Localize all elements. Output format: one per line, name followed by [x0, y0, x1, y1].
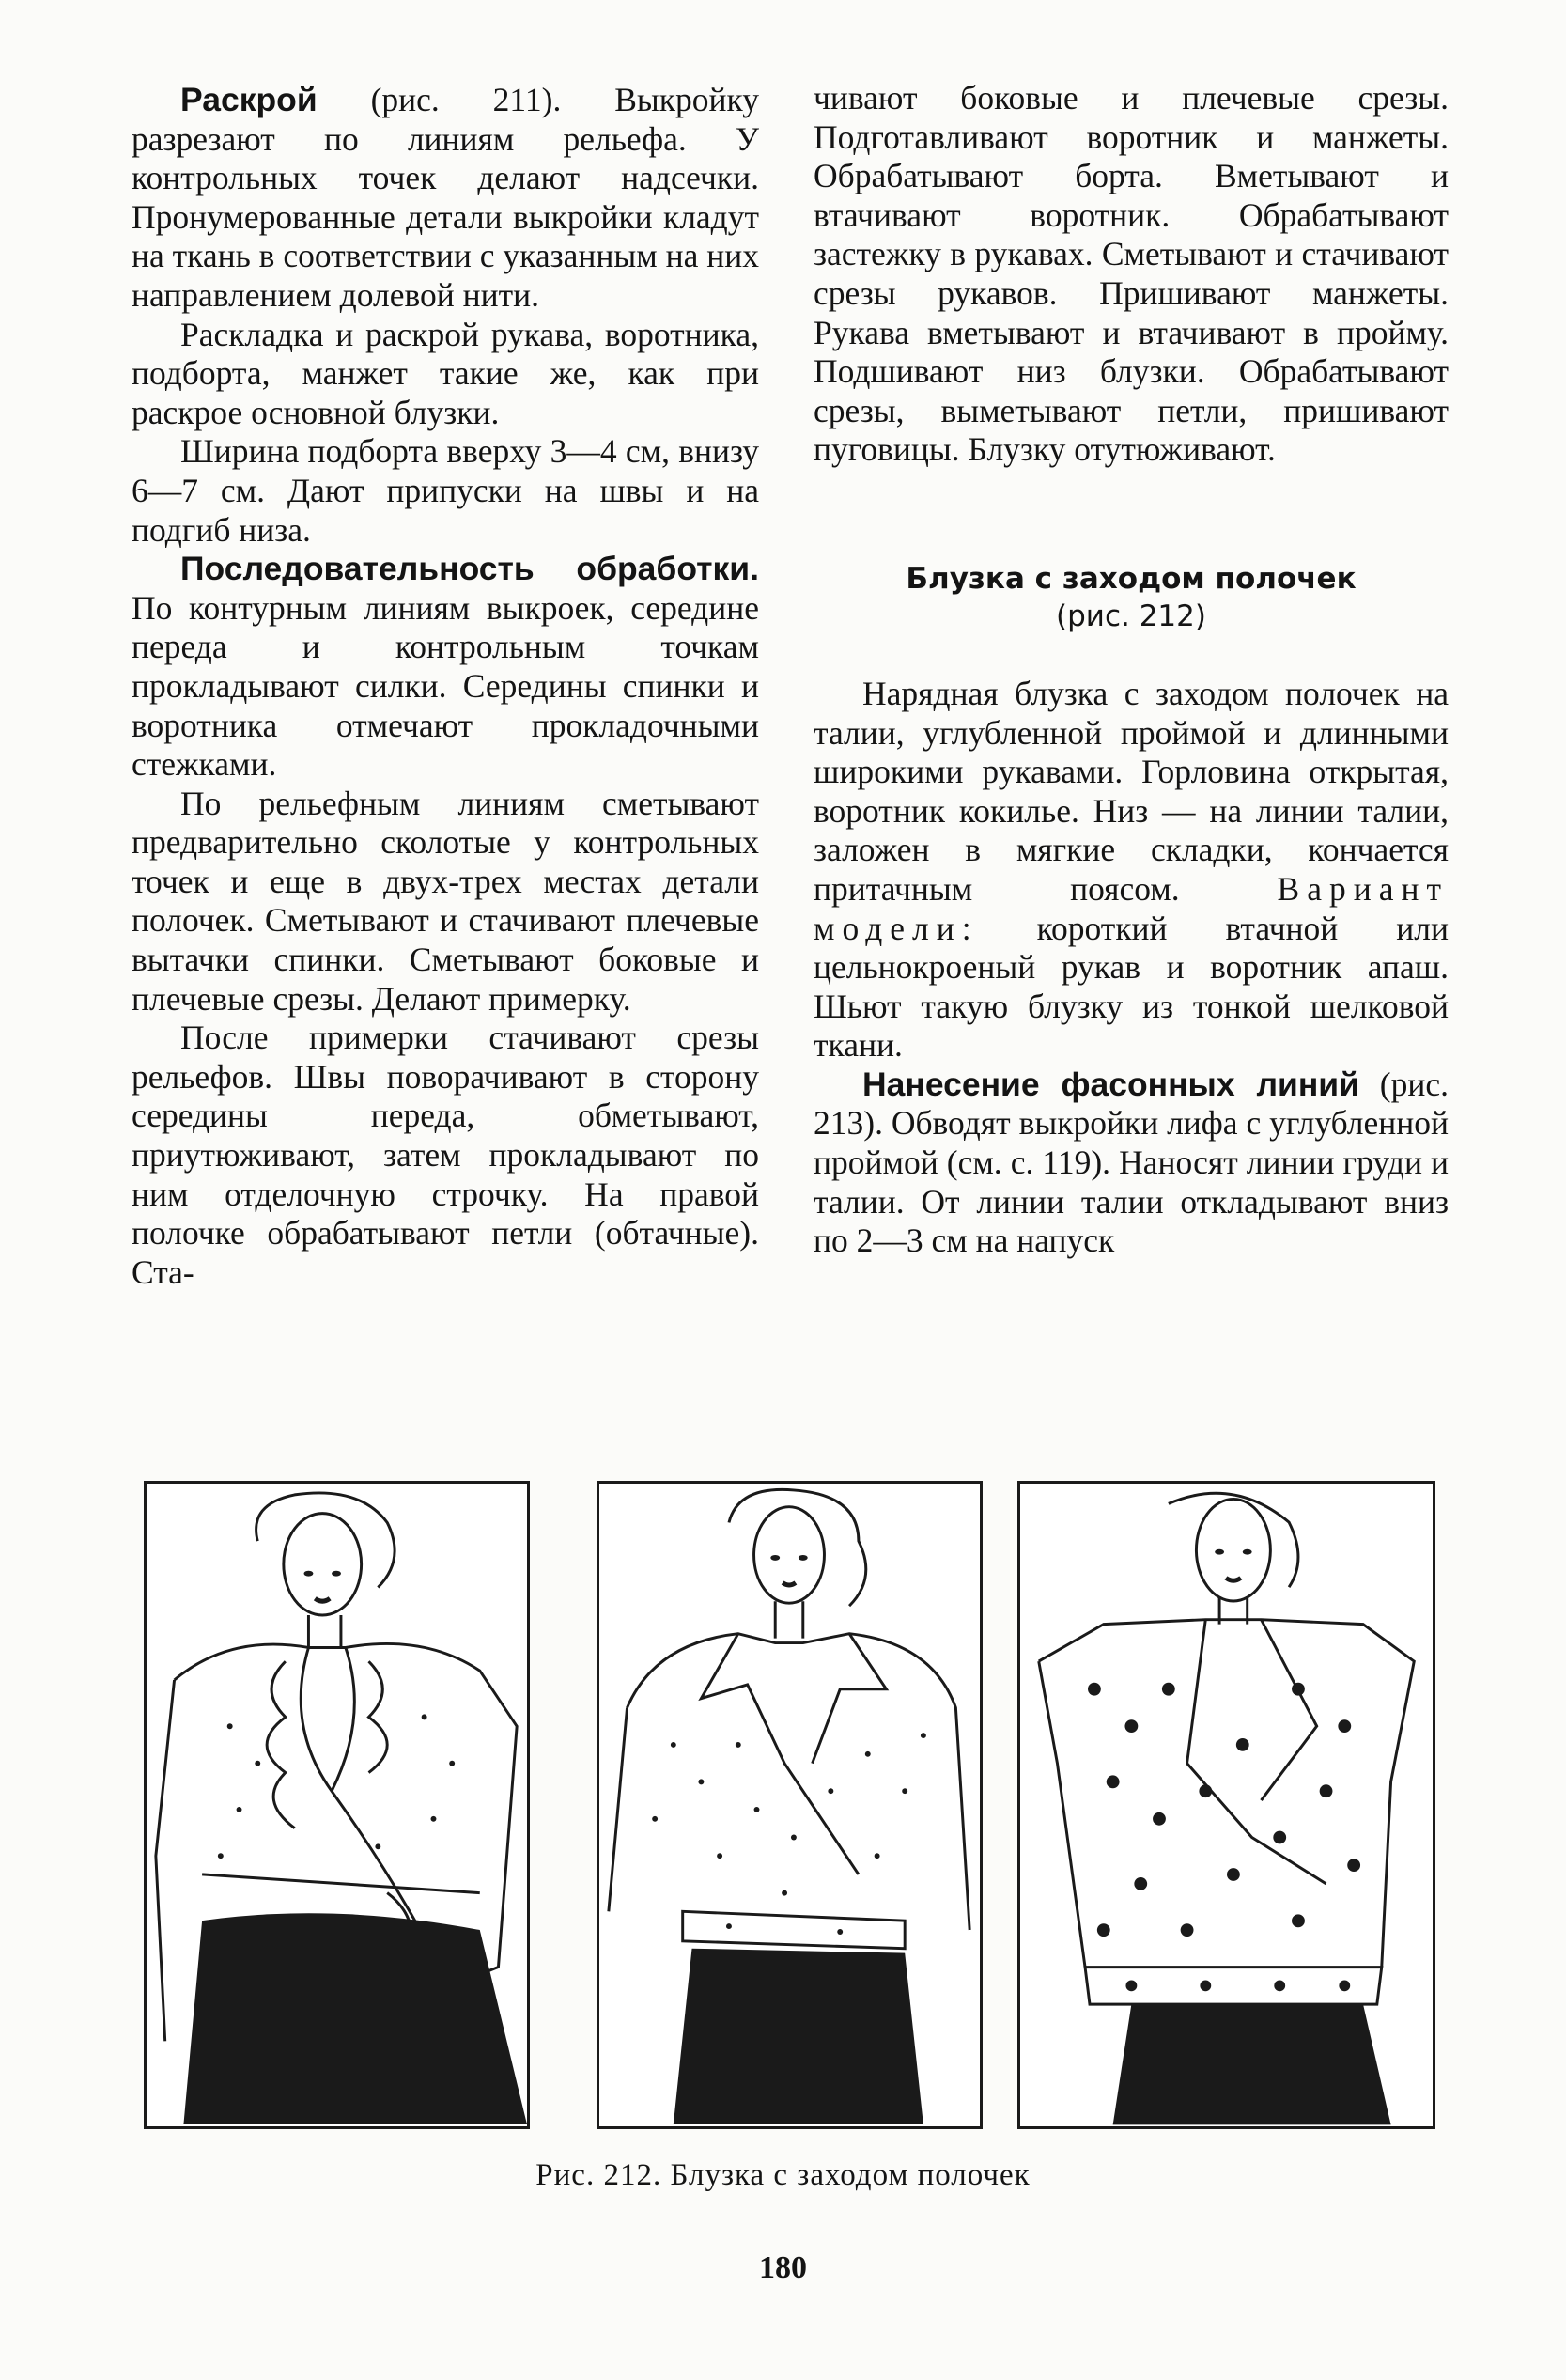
- illustration-dotted-blouse: [597, 1481, 983, 2129]
- paragraph-description: [814, 675, 1449, 1066]
- paragraph-text: Нарядная блузка с заходом полочек на талии, углубленной проймой и длинными широкими рукавами. Горловина открытая, воротник кокилье. Низ — на линии талии, заложен в мягкие складки, кончается притачным поясом.: [814, 674, 1449, 908]
- paragraph-lead: Нанесение фасонных линий: [862, 1065, 1359, 1103]
- paragraph-seams: По рельефным линиям сметывают предварительно сколотые у контрольных точек и еще в двух-трех местах детали полочек. Сметывают и стачивают плечевые вытачки спинки. Сметывают боковые и плечевые срезы. Делают примерку.: [132, 784, 759, 1018]
- paragraph-fitting: После примерки стачивают срезы рельефов. Швы поворачивают в сторону середины переда, обметывают, приутюживают, затем прокладывают по ним отделочную строчку. На правой полочке обрабатывают петли (обтачные). Ста-: [132, 1019, 759, 1291]
- section-figure-reference: (рис. 212): [1056, 599, 1206, 633]
- polka-dot-blouse-drawing: [1020, 1484, 1433, 2126]
- paragraph-spaced-text: Вариант модели:: [814, 869, 1449, 947]
- paragraph-continuation: чивают боковые и плечевые срезы. Подготавливают воротник и манжеты. Обрабатывают борта. Вметывают и втачивают воротник. Обрабатывают застежку в рукавах. Сметывают и стачивают срезы рукавов. Пришивают манжеты. Рукава вметывают и втачивают в пройму. Подшивают низ блузки. Обрабатывают срезы, выметывают петли, пришивают пуговицы. Блузку отутюживают.: [814, 79, 1449, 469]
- paragraph-text: (рис. 213). Обводят выкройки лифа с углубленной проймой (см. с. 119). Наносят линии груди и талии. От линии талии откладывают вниз по 2—3 см на напуск: [814, 1065, 1449, 1260]
- paragraph-text: короткий втачной или цельнокроеный рукав и воротник апаш. Шьют такую блузку из тонкой шелковой ткани.: [814, 909, 1449, 1065]
- illustration-polka-dot-blouse: [1017, 1481, 1435, 2129]
- left-text-column: [132, 81, 759, 1292]
- paragraph-lead: Последовательность обработки.: [180, 550, 759, 588]
- paragraph-cutting: [132, 81, 759, 316]
- paragraph-lead: Раскрой: [180, 81, 318, 118]
- ruffle-blouse-drawing: [147, 1484, 527, 2126]
- page-number: 180: [759, 2250, 807, 2285]
- right-text-column: [814, 79, 1449, 1261]
- section-title: Блузка с заходом полочек: [906, 561, 1357, 596]
- paragraph-facing-width: Ширина подборта вверху 3—4 см, внизу 6—7 см. Дают припуски на швы и на подгиб низа.: [132, 432, 759, 549]
- paragraph-lines: [814, 1066, 1449, 1261]
- figure-blouse-illustrations: [144, 1481, 1435, 2129]
- paragraph-sequence: [132, 550, 759, 785]
- paragraph-text: По контурным линиям выкроек, середине переда и контрольным точкам прокладывают силки. Середины спинки и воротника отмечают прокладочными стежками.: [132, 588, 759, 784]
- paragraph-text: (рис. 211). Выкройку разрезают по линиям рельефа. У контрольных точек делают надсечки. Пронумерованные детали выкройки кладут на ткань в соответствии с указанным на них направлением долевой нити.: [132, 81, 759, 314]
- paragraph-layout: Раскладка и раскрой рукава, воротника, подборта, манжет такие же, как при раскрое основной блузки.: [132, 315, 759, 431]
- figure-caption: Рис. 212. Блузка с заходом полочек: [535, 2158, 1031, 2192]
- dotted-blouse-drawing: [599, 1484, 980, 2126]
- illustration-ruffle-blouse: [144, 1481, 530, 2129]
